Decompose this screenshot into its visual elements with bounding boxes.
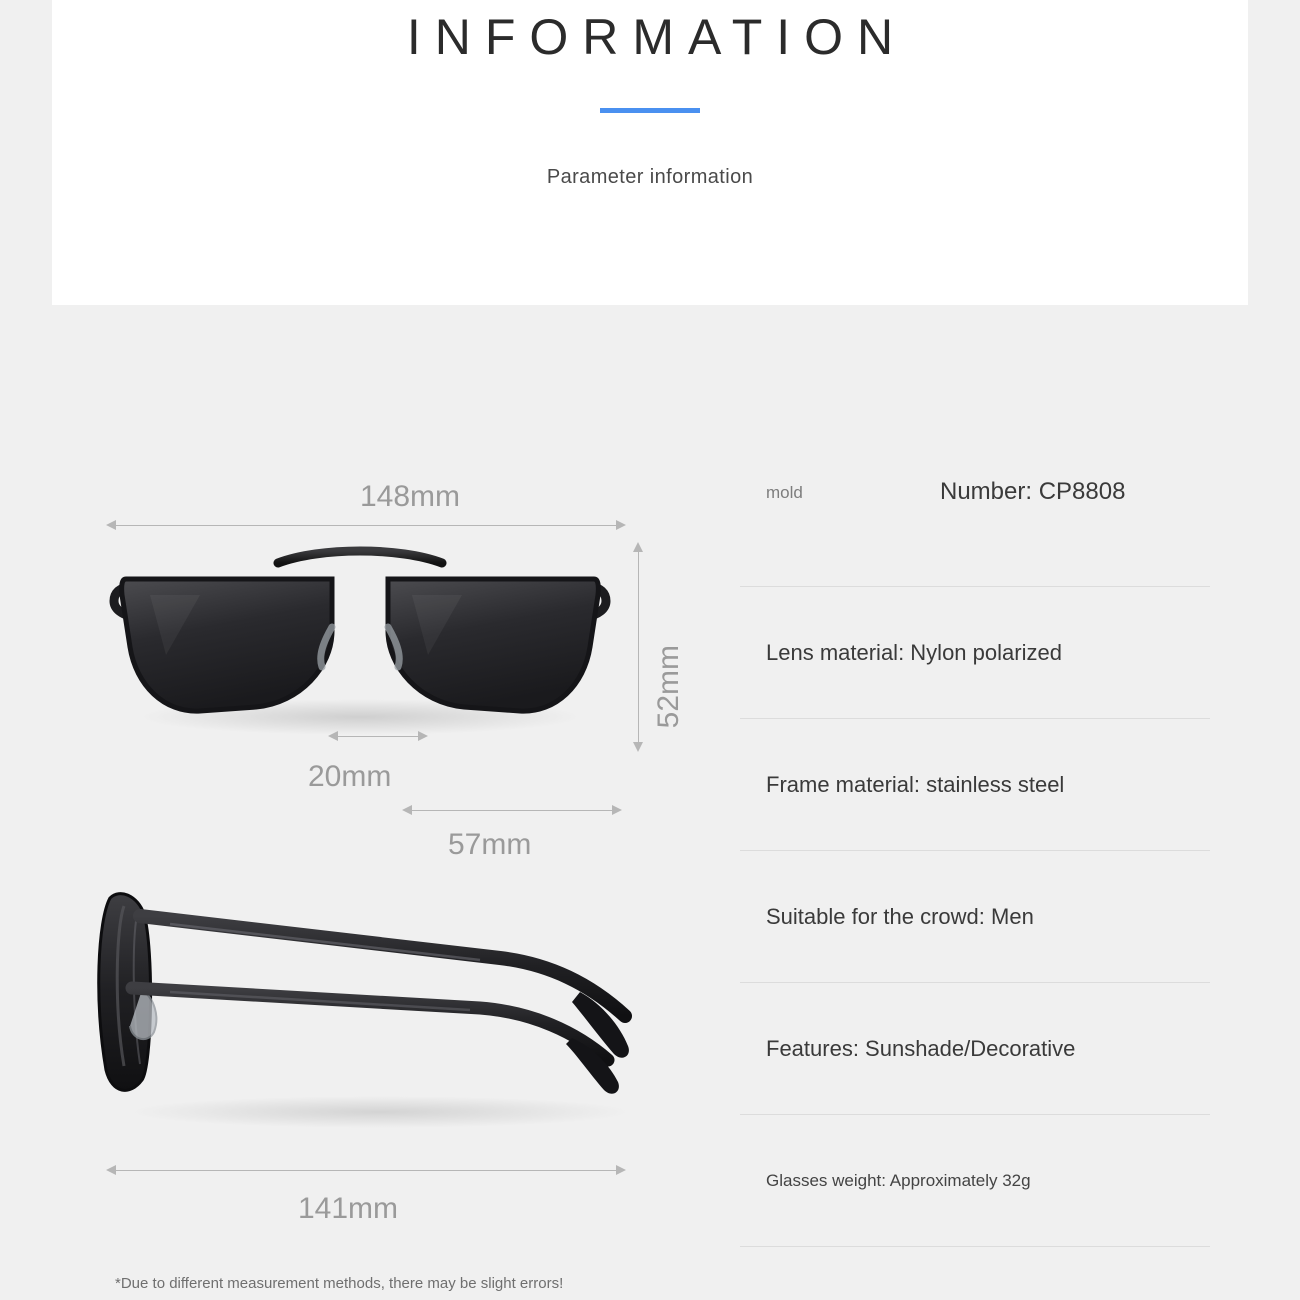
spec-row-suitable-crowd	[740, 851, 1210, 983]
arrow-head-right	[616, 520, 626, 530]
specification-list	[740, 455, 1210, 1247]
sunglasses-front-view	[80, 535, 640, 745]
arrow-head-right	[612, 805, 622, 815]
sunglasses-side-view	[80, 880, 660, 1140]
measure-line-bridge	[338, 736, 418, 737]
measure-line-temple-length	[116, 1170, 616, 1171]
measure-line-front-width	[116, 525, 616, 526]
mold-number-value: Number: CP8808	[940, 478, 1126, 505]
arrow-head-right	[616, 1165, 626, 1175]
dimension-label-lens-height: 52mm	[652, 645, 685, 729]
spec-row-mold	[740, 455, 1210, 587]
spec-text: Suitable for the crowd: Men	[766, 903, 1034, 929]
mold-label: mold	[766, 483, 803, 502]
measurement-footnote: *Due to different measurement methods, there may be slight errors!	[115, 1275, 564, 1292]
measure-line-lens-height	[638, 552, 639, 742]
spec-text: Frame material: stainless steel	[766, 771, 1065, 797]
spec-text: Features: Sunshade/Decorative	[766, 1035, 1076, 1061]
page-subtitle: Parameter information	[546, 166, 754, 188]
dimension-label-lens-width: 57mm	[448, 828, 532, 861]
spec-row-lens-material	[740, 587, 1210, 719]
measure-line-lens-width	[412, 810, 612, 811]
accent-divider	[600, 108, 700, 113]
arrow-head-left	[106, 1165, 116, 1175]
arrow-head-down	[633, 742, 643, 752]
arrow-head-up	[633, 542, 643, 552]
dimension-label-temple-length: 141mm	[298, 1192, 399, 1225]
spec-text: Glasses weight: Approximately 32g	[766, 1170, 1031, 1190]
spec-row-weight	[740, 1115, 1210, 1247]
page-title: INFORMATION	[406, 9, 908, 65]
dimension-diagram	[60, 440, 720, 1270]
dimension-label-front-width: 148mm	[360, 480, 461, 513]
spec-row-frame-material	[740, 719, 1210, 851]
dimension-label-bridge: 20mm	[308, 760, 392, 793]
arrow-head-right	[418, 731, 428, 741]
spec-text: Lens material: Nylon polarized	[766, 639, 1062, 665]
arrow-head-left	[106, 520, 116, 530]
header-block	[52, 0, 1248, 305]
arrow-head-left	[328, 731, 338, 741]
arrow-head-left	[402, 805, 412, 815]
spec-row-features	[740, 983, 1210, 1115]
